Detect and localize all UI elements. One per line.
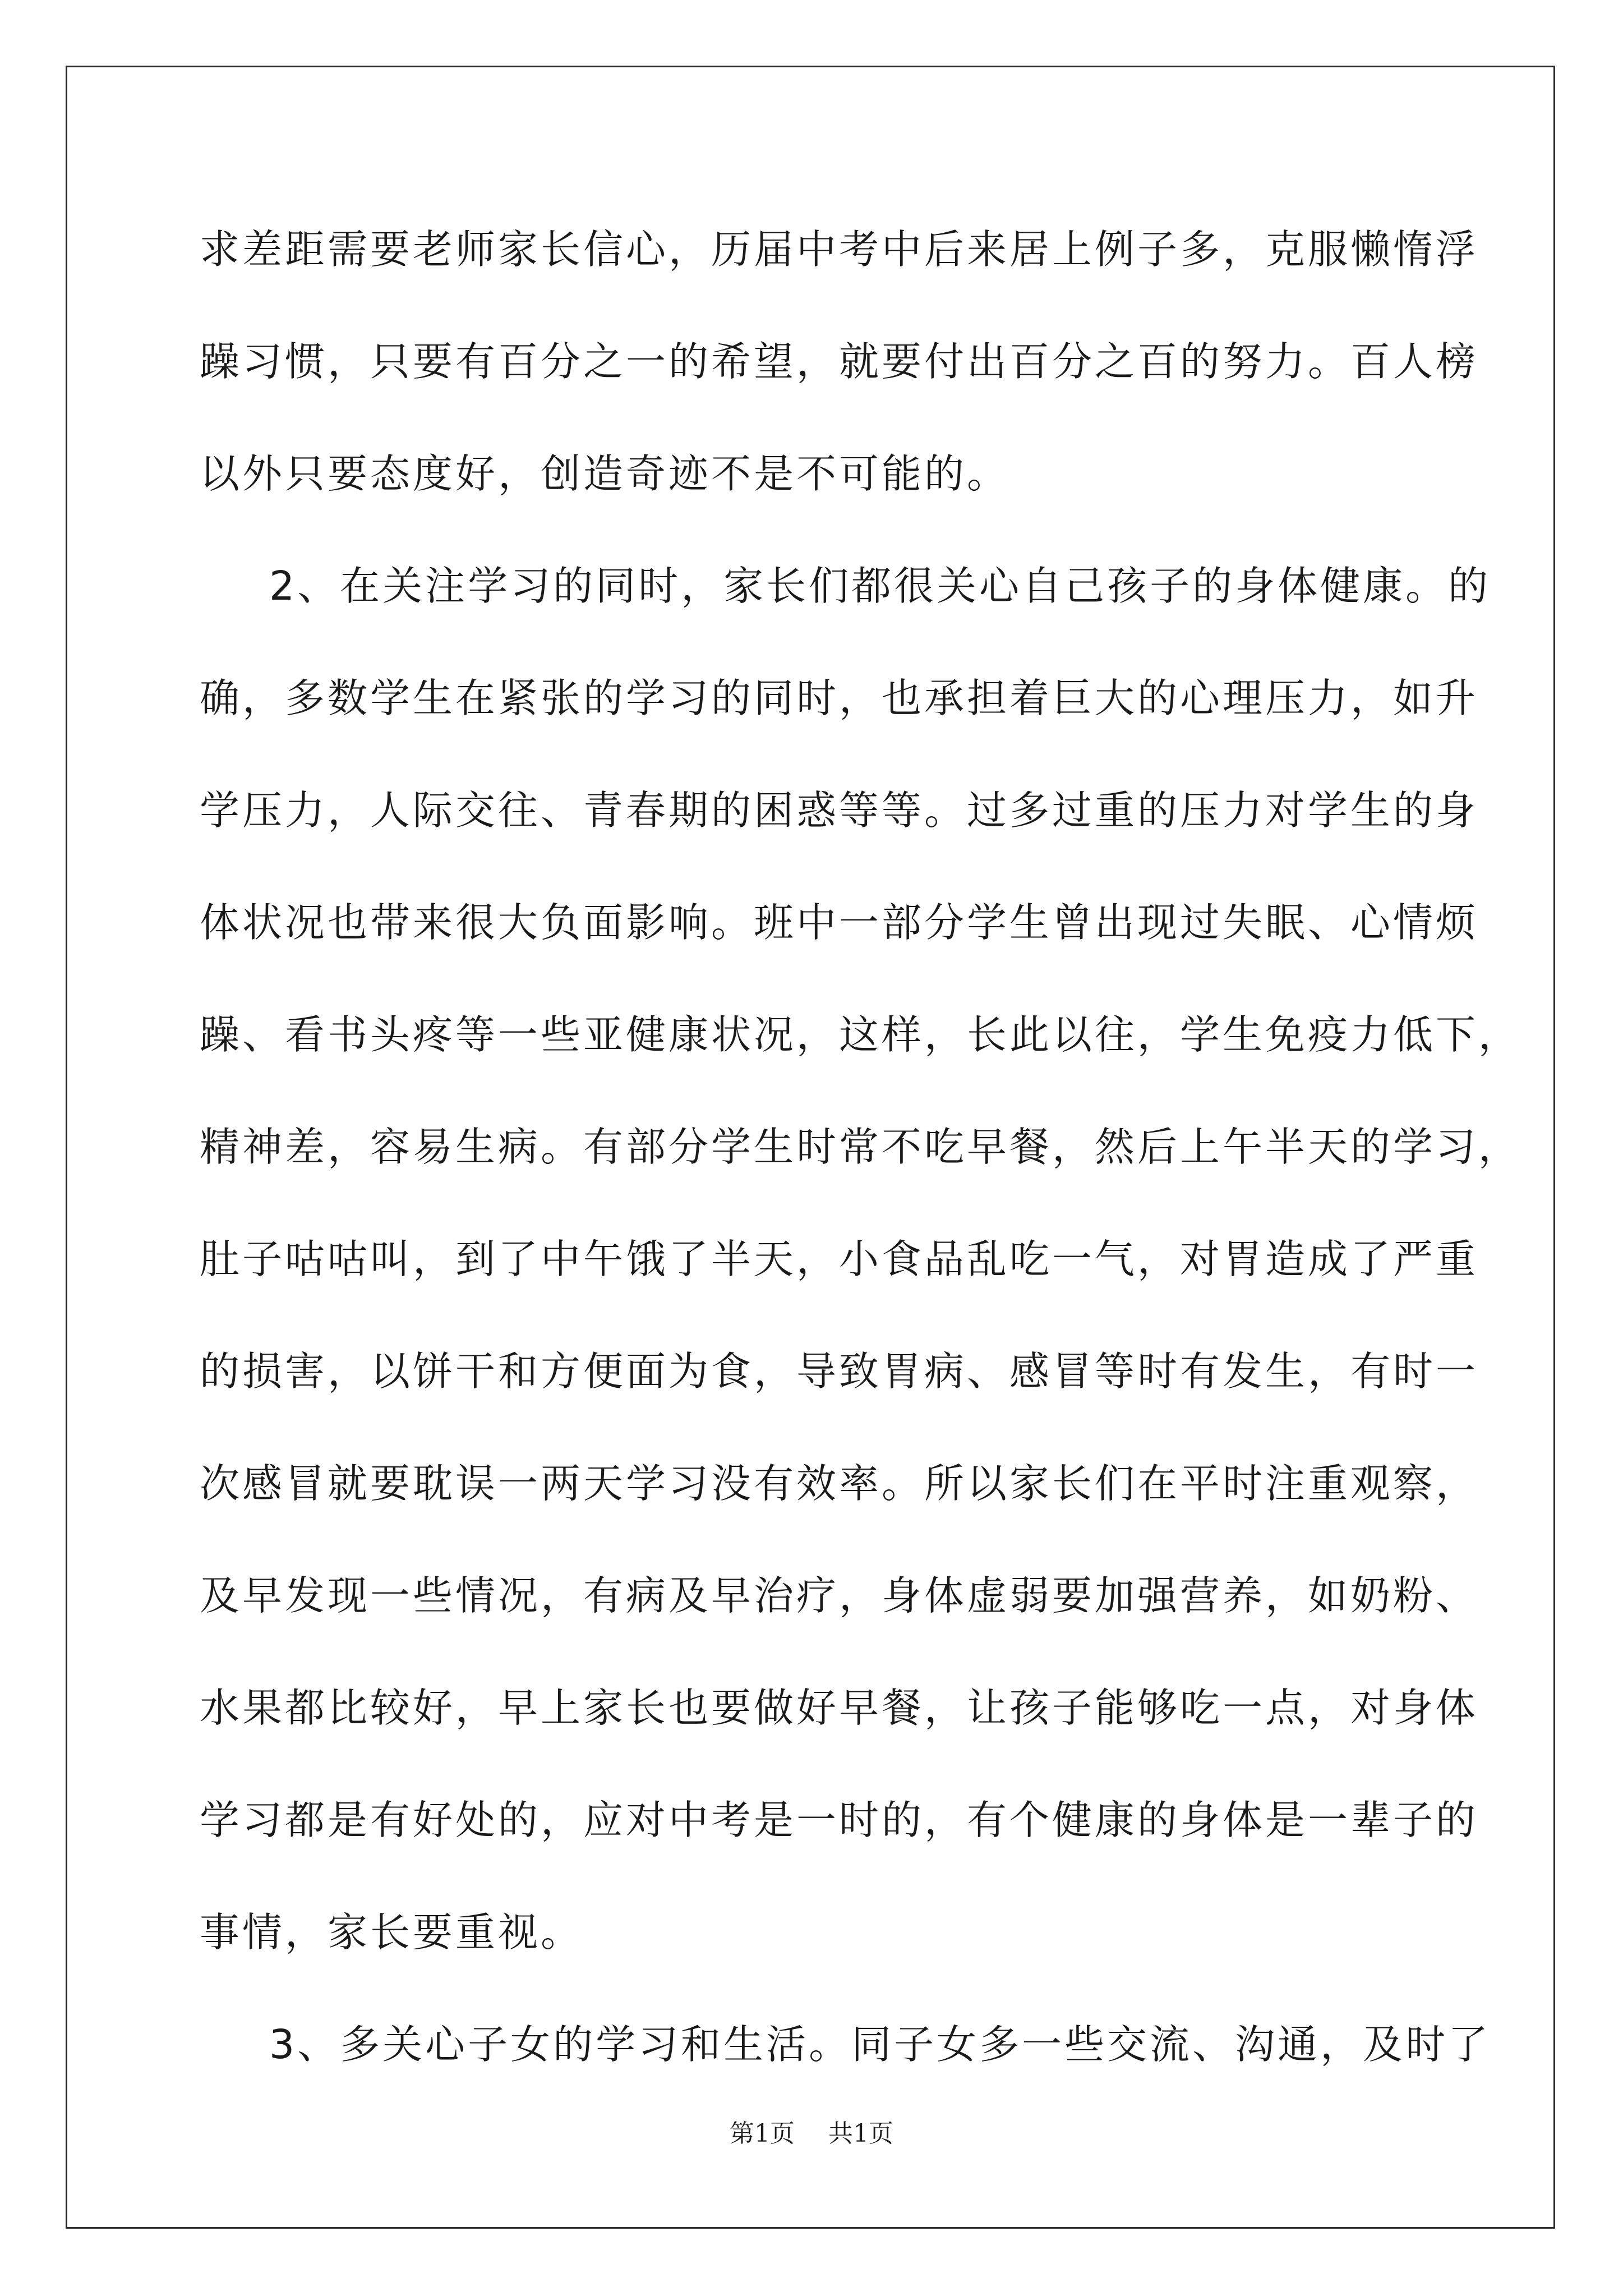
page-footer bbox=[0, 2117, 1623, 2151]
text-line: 躁、看书头疼等一些亚健康状况，这样，长此以往，学生免疫力低下， bbox=[200, 1011, 1521, 1058]
text-line: 学习都是有好处的，应对中考是一时的，有个健康的身体是一辈子的 bbox=[200, 1797, 1479, 1843]
text-line: 躁习惯，只要有百分之一的希望，就要付出百分之百的努力。百人榜 bbox=[200, 338, 1479, 385]
text-line: 学压力，人际交往、青春期的困惑等等。过多过重的压力对学生的身 bbox=[200, 787, 1479, 834]
text-line: 求差距需要老师家长信心，历届中考中后来居上例子多，克服懒惰浮 bbox=[200, 226, 1479, 273]
text-line: 次感冒就要耽误一两天学习没有效率。所以家长们在平时注重观察， bbox=[200, 1460, 1479, 1507]
paragraph-2-first-line: 2、在关注学习的同时，家长们都很关心自己孩子的身体健康。的 bbox=[269, 563, 1491, 609]
text-line: 及早发现一些情况，有病及早治疗，身体虚弱要加强营养，如奶粉、 bbox=[200, 1572, 1479, 1619]
text-line: 确，多数学生在紧张的学习的同时，也承担着巨大的心理压力，如升 bbox=[200, 675, 1479, 721]
text-line: 的损害，以饼干和方便面为食，导致胃病、感冒等时有发生，有时一 bbox=[200, 1348, 1479, 1395]
text-line: 事情，家长要重视。 bbox=[200, 1909, 584, 1955]
paragraph-3-first-line: 3、多关心子女的学习和生活。同子女多一些交流、沟通，及时了 bbox=[269, 2021, 1491, 2068]
page-number: 第1页 bbox=[730, 2119, 795, 2148]
text-line: 体状况也带来很大负面影响。班中一部分学生曾出现过失眠、心情烦 bbox=[200, 899, 1479, 946]
text-line: 精神差，容易生病。有部分学生时常不吃早餐，然后上午半天的学习， bbox=[200, 1124, 1521, 1170]
text-line: 水果都比较好，早上家长也要做好早餐，让孩子能够吃一点，对身体 bbox=[200, 1685, 1479, 1731]
text-line: 肚子咕咕叫，到了中午饿了半天，小食品乱吃一气，对胃造成了严重 bbox=[200, 1236, 1479, 1282]
text-line: 以外只要态度好，创造奇迹不是不可能的。 bbox=[200, 450, 1010, 497]
page-total: 共1页 bbox=[828, 2119, 893, 2148]
